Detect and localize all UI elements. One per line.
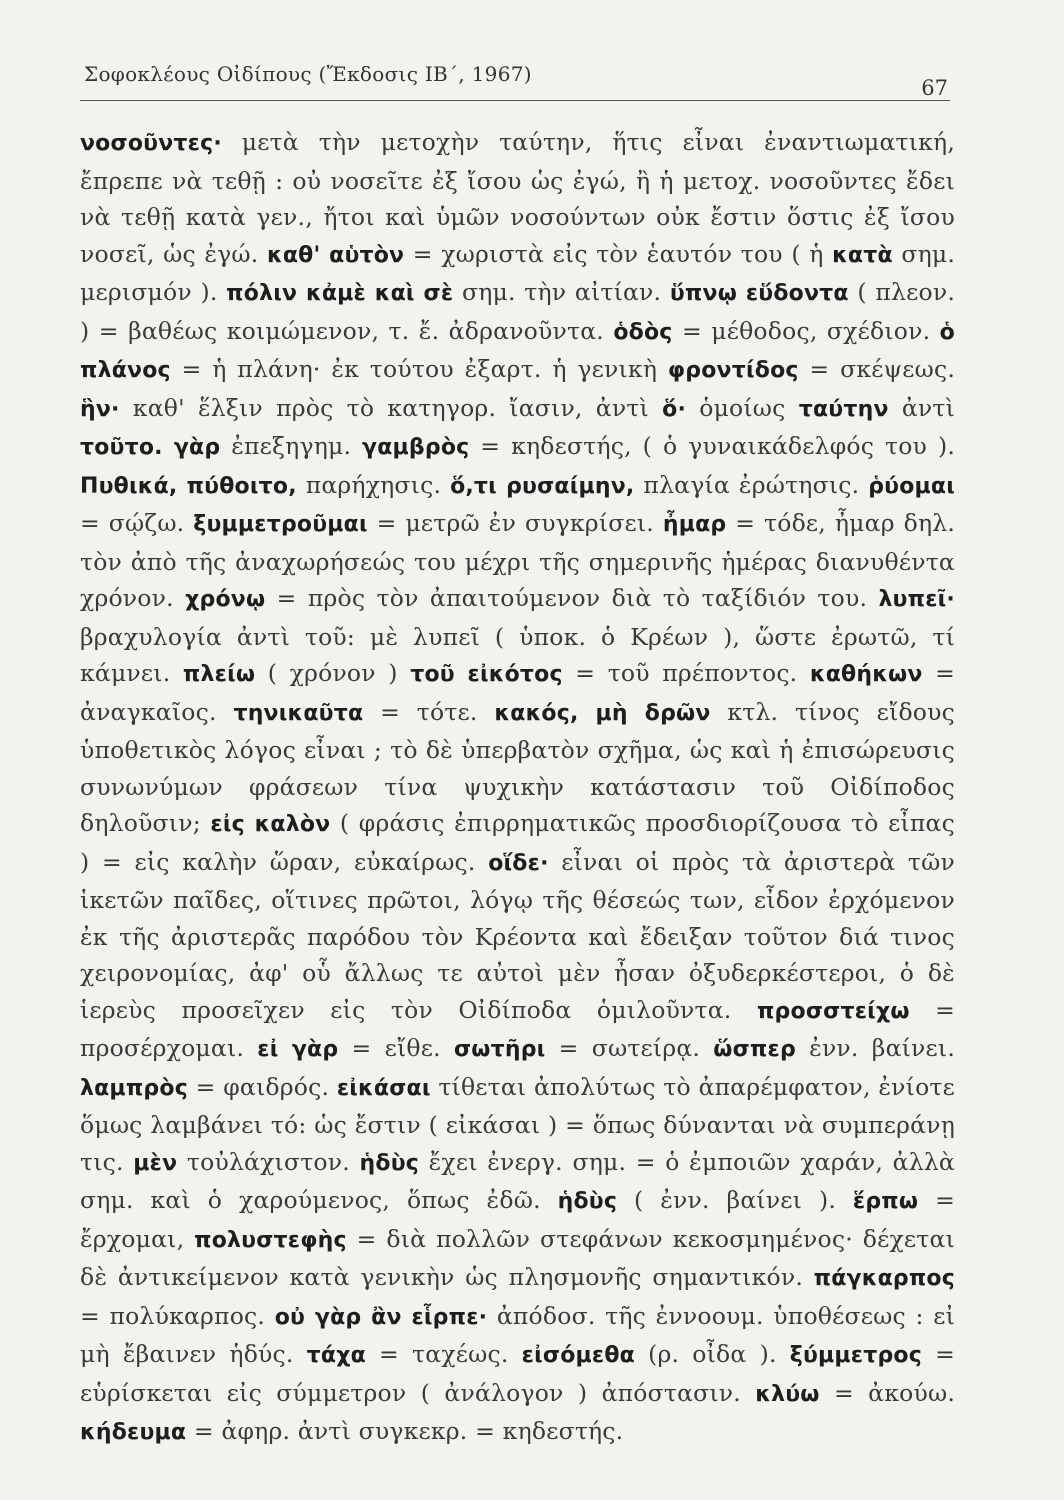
gloss-text: = διὰ πολλῶν στεφάνων κεκοσμημένος· δέχεται δὲ ἀντικείμενον κατὰ γενικὴν ὡς πλησμονῆς σημαντικόν. bbox=[80, 1224, 955, 1291]
gloss-text: = πολύκαρπος. bbox=[80, 1301, 275, 1330]
gloss-text: = σκέψεως. bbox=[798, 355, 955, 383]
lemma-term: ἡδὺς bbox=[359, 1150, 419, 1176]
lemma-term: εἰ γὰρ bbox=[257, 1037, 339, 1062]
gloss-text: = ἀναγκαῖος. bbox=[80, 659, 956, 726]
gloss-text: ( πλεον. ) = βαθέως κοιμώμενον, τ. ἔ. ἀδρανοῦντα. bbox=[80, 278, 956, 345]
lemma-term: ξύμμετρος bbox=[789, 1343, 922, 1368]
lemma-term: πολυστεφὴς bbox=[194, 1227, 347, 1253]
lemma-term: εἰς καλὸν bbox=[210, 812, 331, 837]
lemma-term: καθ' αὑτὸν bbox=[267, 242, 405, 268]
gloss-text: = εὑρίσκεται εἰς σύμμετρον ( ἀνάλογον ) ἀπόστασιν. bbox=[80, 1340, 955, 1407]
gloss-text: = προσέρχομαι. bbox=[80, 995, 956, 1062]
lemma-term: κατὰ bbox=[832, 242, 893, 268]
lemma-term: ὅ,τι ρυσαίμην, bbox=[450, 473, 635, 499]
gloss-text: ( φράσις ἐπιρρηματικῶς προσδιορίζουσα τὸ εἶπας ) = εἰς καλὴν ὥραν, εὐκαίρως. bbox=[80, 809, 955, 876]
lemma-term: ἡδὺς bbox=[557, 1189, 618, 1214]
lemma-term: καθήκων bbox=[809, 662, 923, 687]
lemma-term: γαμβρὸς bbox=[362, 435, 470, 460]
lemma-term: τάχα bbox=[306, 1343, 366, 1368]
lemma-term: ἕρπω bbox=[852, 1189, 919, 1214]
gloss-text: = ἀφηρ. ἀντὶ συγκεκρ. = κηδεστής. bbox=[186, 1417, 624, 1445]
running-title: Σοφοκλέους Οἰδίπους (Ἔκδοσις ΙΒ΄, 1967) bbox=[84, 62, 532, 86]
lemma-term: λυπεῖ· bbox=[878, 587, 955, 612]
gloss-text: = φαιδρός. bbox=[187, 1072, 337, 1101]
lemma-term: κακός, μὴ δρῶν bbox=[494, 700, 711, 726]
gloss-text: = μετρῶ ἐν συγκρίσει. bbox=[367, 509, 663, 537]
gloss-text: = ἡ πλάνη· ἐκ τούτου ἐξαρτ. ἡ γενικὴ bbox=[170, 355, 668, 383]
lemma-term: μὲν bbox=[133, 1150, 178, 1176]
gloss-text: = ἀκούω. bbox=[819, 1378, 955, 1407]
gloss-text: = σωτείρᾳ. bbox=[545, 1034, 714, 1062]
lemma-term: προσστείχω bbox=[756, 998, 910, 1024]
gloss-text: = εἴθε. bbox=[338, 1034, 454, 1062]
gloss-text: ( ἐνν. βαίνει ). bbox=[617, 1186, 853, 1214]
gloss-text: σημ. τὴν αἰτίαν. bbox=[453, 278, 670, 306]
gloss-text: = μέθοδος, σχέδιον. bbox=[672, 316, 940, 345]
gloss-text: (ρ. οἶδα ). bbox=[635, 1340, 790, 1368]
lemma-term: σωτῆρι bbox=[453, 1037, 546, 1062]
gloss-text: ἀντὶ bbox=[888, 393, 956, 422]
lemma-term: εἰκάσαι bbox=[336, 1075, 431, 1101]
gloss-text: σημ. μερισμόν ). bbox=[80, 239, 955, 306]
gloss-text: ὁμοίως bbox=[686, 393, 799, 422]
gloss-text: = πρὸς τὸν ἀπαιτούμενον διὰ τὸ ταξίδιόν του. bbox=[265, 584, 879, 612]
lemma-term: ὥσπερ bbox=[713, 1037, 796, 1062]
lemma-term: τηνικαῦτα bbox=[233, 700, 364, 726]
gloss-text: κτλ. τίνος εἴδους ὑποθετικὸς λόγος εἶναι ; τὸ δὲ ὑπερβατὸν σχῆμα, ὡς καὶ ἡ ἐπισώρευσις συνωνύμων φράσεων τίνα ψυχικὴν κατάστασιν τοῦ Οἰδίποδος δηλοῦσιν; bbox=[80, 697, 955, 837]
page-header bbox=[80, 62, 952, 100]
lemma-term: ταύτην bbox=[798, 396, 889, 422]
lemma-term: ὕπνῳ εὕδοντα bbox=[669, 281, 849, 306]
lemma-term: ἦμαρ bbox=[662, 512, 727, 537]
lemma-term: χρόνῳ bbox=[185, 587, 266, 612]
lemma-term: λαμπρὸς bbox=[80, 1075, 188, 1101]
gloss-text: παρήχησις. bbox=[296, 470, 451, 499]
gloss-text: ἐπεξηγημ. bbox=[220, 432, 363, 460]
lemma-term: πόλιν κἀμὲ καὶ σὲ bbox=[226, 281, 454, 306]
lemma-term: ὁ πλάνος bbox=[80, 319, 955, 383]
header-rule bbox=[80, 100, 950, 101]
gloss-text: = ἔρχομαι, bbox=[80, 1186, 955, 1253]
gloss-text: τίθεται ἀπολύτως τὸ ἀπαρέμφατον, ἐνίοτε ὅμως λαμβάνει τό: ὡς ἔστιν ( εἰκάσαι ) = ὅπως δύνανται νὰ συμπεράνῃ τις. bbox=[80, 1072, 955, 1176]
lemma-term: πλείω bbox=[182, 662, 256, 687]
gloss-text: ἐνν. βαίνει. bbox=[795, 1034, 955, 1062]
gloss-text: καθ' ἕλξιν πρὸς τὸ κατηγορ. ἴασιν, ἀντὶ bbox=[119, 393, 663, 422]
lemma-term: κλύω bbox=[755, 1381, 820, 1407]
gloss-text: = κηδεστής, ( ὁ γυναικάδελφός του ). bbox=[469, 432, 955, 460]
gloss-text: = χωριστὰ εἰς τὸν ἑαυτόν του ( ἡ bbox=[404, 239, 833, 268]
lemma-term: ξυμμετροῦμαι bbox=[193, 512, 368, 537]
gloss-text: μετὰ τὴν μετοχὴν ταύτην, ἥτις εἶναι ἐναντιωματική, ἔπρεπε νὰ τεθῇ : οὐ νοσεῖτε ἐξ ἴσου ὡς ἐγώ, ἢ ἡ μετοχ. νοσοῦντες ἔδει νὰ τεθῇ κατὰ γεν., ἤτοι καὶ ὑμῶν νοσούντων οὐκ ἔστιν ὅστις ἐξ ἴσου νοσεῖ, ὡς ἐγώ. bbox=[80, 128, 955, 268]
page-number: 67 bbox=[921, 76, 948, 100]
lemma-term: ῥύομαι bbox=[868, 473, 955, 499]
lemma-term: φροντίδος bbox=[667, 358, 799, 383]
lemma-term: νοσοῦντες· bbox=[80, 131, 222, 156]
gloss-text: = τόδε, ἦμαρ δηλ. τὸν ἀπὸ τῆς ἀναχωρήσεώς του μέχρι τῆς σημερινῆς ἡμέρας διανυθέντα χρόνον. bbox=[80, 509, 955, 612]
lemma-term: ὁδὸς bbox=[613, 319, 673, 345]
gloss-text: = τότε. bbox=[363, 697, 495, 726]
gloss-text: = ταχέως. bbox=[365, 1340, 522, 1368]
lemma-term: τοῦτο. γὰρ bbox=[80, 435, 221, 460]
gloss-text: τοὐλάχιστον. bbox=[177, 1147, 360, 1176]
gloss-text: ἔχει ἐνεργ. σημ. = ὁ ἐμποιῶν χαράν, ἀλλὰ σημ. καὶ ὁ χαρούμενος, ὅπως ἐδῶ. bbox=[80, 1147, 955, 1214]
lemma-term: οὐ γὰρ ἂν εἷρπε· bbox=[274, 1304, 488, 1330]
gloss-text: = σῴζω. bbox=[80, 509, 194, 537]
gloss-text: εἶναι οἱ πρὸς τὰ ἀριστερὰ τῶν ἱκετῶν παῖδες, οἵτινες πρῶτοι, λόγῳ τῆς θέσεώς των, εἶδον ἐρχόμενον ἐκ τῆς ἀριστερᾶς παρόδου τὸν Κρέοντα καὶ ἔδειξαν τοῦτον διά τινος χειρονομίας, ἀφ' οὗ ἄλλως τε αὐτοὶ μὲν ἦσαν ὀξυδερκέστεροι, ὁ δὲ ἱερεὺς προσεῖχεν εἰς τὸν Οἰδίποδα ὁμιλοῦντα. bbox=[80, 847, 955, 1024]
gloss-text: βραχυλογία ἀντὶ τοῦ: μὲ λυπεῖ ( ὑποκ. ὁ Κρέων ), ὥστε ἐρωτῶ, τί κάμνει. bbox=[80, 622, 955, 687]
lemma-term: πάγκαρπος bbox=[813, 1266, 955, 1291]
lemma-term: ἣν· bbox=[80, 396, 120, 422]
gloss-text: = τοῦ πρέποντος. bbox=[562, 659, 810, 687]
lemma-term: οἵδε· bbox=[488, 850, 549, 876]
paragraph bbox=[80, 124, 955, 1452]
gloss-text: πλαγία ἐρώτησις. bbox=[634, 470, 869, 499]
commentary-text bbox=[80, 124, 955, 1452]
gloss-text: ( χρόνον ) bbox=[255, 659, 411, 687]
lemma-term: κήδευμα bbox=[80, 1420, 187, 1445]
lemma-term: εἰσόμεθα bbox=[521, 1343, 635, 1368]
lemma-term: τοῦ εἰκότος bbox=[410, 662, 563, 687]
lemma-term: ὅ· bbox=[662, 396, 687, 422]
gloss-text: ἀπόδοσ. τῆς ἐννοουμ. ὑποθέσεως : εἰ μὴ ἔβαινεν ἡδύς. bbox=[80, 1301, 955, 1368]
lemma-term: Πυθικά, πύθοιτο, bbox=[80, 473, 297, 499]
